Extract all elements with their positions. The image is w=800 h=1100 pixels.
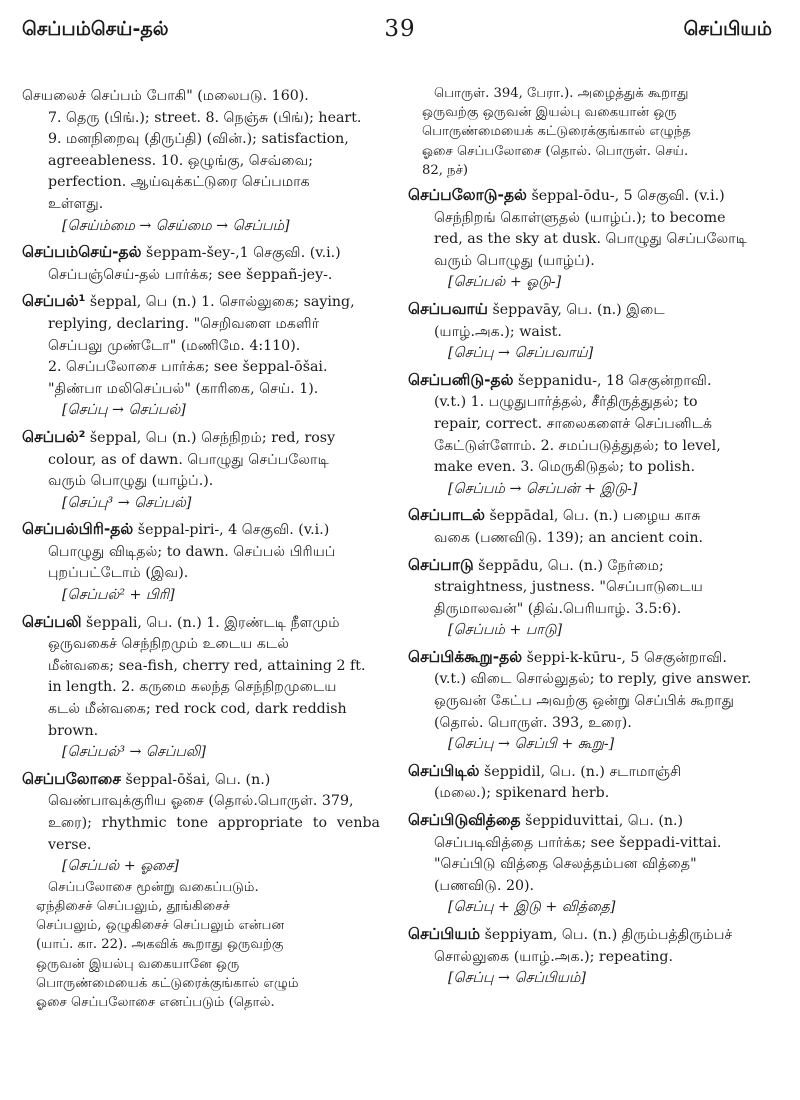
usage-note-line: ஒருவன் இயல்பு வகையானே ஒரு: [36, 956, 240, 972]
entry-text: šeppavāy, பெ. (n.) இடை: [492, 301, 665, 318]
entry-text: 2. செப்பலோசை பார்க்க; see šeppal-ōšai.: [48, 359, 328, 376]
headword: செப்பவாய்: [408, 299, 488, 318]
etymology: [செய்ம்மை → செய்மை → செப்பம்]: [62, 217, 290, 234]
entry-text: šeppal, பெ (n.) 1. சொல்லுகை; saying,: [89, 294, 355, 311]
entry-text: புறப்பட்டோம் (இவ).: [48, 565, 189, 582]
entry-line: [408, 577, 778, 599]
running-head-left: செப்பம்செய்-தல்: [22, 18, 169, 40]
dictionary-entry: [22, 519, 380, 606]
entry-text: சொல்லுகை (யாழ்.அக.); repeating.: [434, 948, 674, 965]
headword: செப்பலி: [22, 612, 82, 631]
entry-line: [408, 713, 778, 735]
entry-text: (பணவிடு. 20).: [434, 877, 535, 894]
entry-line: [408, 669, 778, 691]
entry-text: வரும் பொழுது (யாழ்ப்).: [434, 252, 595, 269]
entry-text: செயலைச் செப்பம் போகி" (மலைபடு. 160).: [22, 88, 309, 104]
entry-line: [22, 769, 380, 792]
etymology: [செப்பு → செப்பியம்]: [448, 970, 586, 987]
entry-text: "திண்பா மலிசெப்பல்" (காரிகை, செய். 1).: [48, 380, 319, 397]
page-number: 39: [384, 16, 416, 42]
entry-text: šeppal-piri-, 4 செகுவி. (v.i.): [137, 522, 330, 539]
entry-text: கடல் மீன்வகை; red rock cod, dark reddish: [48, 701, 347, 718]
etymology: [செப்பு + இடு + வித்தை]: [448, 899, 616, 916]
entry-line: [22, 791, 380, 813]
entry-text: agreeableness. 10. ஒழுங்கு, செவ்வை;: [48, 152, 314, 169]
entry-line: [22, 699, 380, 721]
dictionary-entry: [408, 299, 778, 365]
entry-text: šeppidil, பெ. (n.) சடாமாஞ்சி: [484, 763, 682, 780]
entry-line: [22, 721, 380, 743]
entry-text: šeppali, பெ. (n.) 1. இரண்டடி நீளமும்: [86, 614, 340, 631]
entry-text: 9. மனநிறைவு (திருப்தி) (வின்.); satisfaction,: [48, 131, 349, 148]
dictionary-entry: [22, 769, 380, 1012]
entry-text: šeppal-ōdu-, 5 செகுவி. (v.i.): [531, 188, 725, 205]
entry-line: [408, 185, 778, 208]
entry-line: [22, 291, 380, 314]
etymology: [செப்பல்² + பிரி]: [62, 587, 175, 604]
entry-text: replying, declaring. "செறிவளை மகளிர்: [48, 315, 320, 332]
entry-line: [408, 322, 778, 344]
entry-line: [22, 129, 380, 151]
entry-line: [408, 555, 778, 578]
usage-note-line: செப்பலும், ஒழுகிசைச் செப்பலும் என்பன: [36, 918, 285, 934]
entry-line: [22, 336, 380, 358]
headword: செப்பலோடு-தல்: [408, 186, 527, 205]
entry-line: [22, 656, 380, 678]
entry-text: šeppal-ōšai, பெ. (n.): [125, 771, 271, 788]
dictionary-entry: [408, 924, 778, 990]
usage-note-line: பொருண்மையைக் கட்டுரைக்குங்கால் எழுந்த: [422, 124, 691, 140]
entry-line: [22, 242, 380, 265]
entry-line: [22, 86, 380, 108]
etymology: [செப்பம் → செப்பன் + இடு-]: [448, 480, 638, 497]
entry-line: [408, 947, 778, 969]
entry-line: [408, 783, 778, 805]
entry-text: உரை); rhythmic tone appropriate to venba verse.: [48, 815, 380, 853]
usage-note-line: பொருண்மையைக் கட்டுரைக்குங்கால் எழும்: [36, 975, 299, 991]
entry-text: (யாழ்.அக.); waist.: [434, 323, 562, 340]
entry-line: [22, 519, 380, 542]
entry-line: [22, 563, 380, 585]
entry-text: செப்பலு முண்டோ" (மணிமே. 4:110).: [48, 337, 301, 354]
entry-text: வெண்பாவுக்குரிய ஓசை (தொல்.பொருள். 379,: [48, 793, 354, 810]
dictionary-entry: [408, 370, 778, 501]
entry-text: šeppādal, பெ. (n.) பழைய காசு: [489, 508, 701, 525]
entry-text: make even. 3. மெருகிடுதல்; to polish.: [434, 459, 696, 476]
entry-text: திருமாலவன்" (திவ்.பெரியாழ். 3.5:6).: [434, 600, 682, 617]
entry-line: [408, 647, 778, 670]
entry-text: (v.t.) 1. பழுதுபார்த்தல், சீர்திருத்துதல்; to: [434, 394, 698, 411]
entry-line: [22, 357, 380, 379]
entry-line: [408, 436, 778, 458]
entry-text: செப்பஞ்செய்-தல் பார்க்க; see šeppañ-jey-.: [48, 266, 333, 283]
entry-line: [22, 379, 380, 401]
entry-line: [408, 599, 778, 621]
etymology: [செப்பு³ → செப்பல்]: [62, 494, 192, 511]
entry-text: brown.: [48, 722, 99, 739]
headword: செப்பாடல்: [408, 506, 486, 525]
entry-text: (மலை.); spikenard herb.: [434, 785, 610, 802]
dictionary-entry: [408, 810, 778, 919]
left-column: [22, 86, 380, 1017]
headword: செப்பல்¹: [22, 292, 86, 311]
entry-line: [408, 810, 778, 833]
entry-line: [22, 450, 380, 472]
entry-line: [22, 612, 380, 635]
entry-text: perfection. ஆய்வுக்கட்டுரை செப்பமாக: [48, 174, 310, 191]
entry-text: šeppam-šey-,1 செகுவி. (v.i.): [146, 245, 341, 262]
entry-line: [22, 471, 380, 493]
entry-line: [22, 542, 380, 564]
headword: செப்பிடுவித்தை: [408, 811, 521, 830]
entry-line: [22, 108, 380, 130]
entry-text: (v.t.) விடை சொல்லுதல்; to reply, give answer.: [434, 671, 752, 688]
usage-note-line: பொருள். 394, பேரா.). அழைத்துக் கூறாது: [434, 86, 689, 101]
headword: செப்பாடு: [408, 555, 474, 574]
entry-line: [408, 229, 778, 251]
entry-line: [408, 833, 778, 855]
entry-text: ஒருவன் கேட்ப அவற்கு ஒன்று செப்பிக் கூறாது: [434, 693, 735, 710]
etymology: [செப்பல் + ஓசை]: [62, 858, 179, 875]
entry-text: 7. தெரு (பிங்.); street. 8. நெஞ்சு (பிங்); heart.: [48, 109, 362, 126]
usage-note-line: ஓசை செப்பலோசை (தொல். பொருள். செய்.: [422, 143, 689, 159]
page-header: [0, 14, 800, 54]
dictionary-entry: [22, 612, 380, 764]
etymology: [செப்பு → செப்பவாய்]: [448, 345, 594, 362]
dictionary-entry: [22, 242, 380, 286]
entry-text: வகை (பணவிடு. 139); an ancient coin.: [434, 529, 704, 546]
entry-line: [408, 528, 778, 550]
headword: செப்பலோசை: [22, 769, 121, 788]
usage-note-line: ஒருவற்கு ஒருவன் இயல்பு வகையான் ஒரு: [422, 105, 677, 121]
usage-note-line: ஓசை செப்பலோசை எனப்படும் (தொல்.: [36, 995, 275, 1010]
entry-line: [408, 876, 778, 898]
entry-line: [408, 299, 778, 322]
headword: செப்பனிடு-தல்: [408, 370, 514, 389]
entry-line: [22, 427, 380, 450]
entry-line: [408, 392, 778, 414]
entry-text: in length. 2. கருமை கலந்த செந்நிறமுடைய: [48, 679, 337, 696]
usage-note-line: செப்பலோசை மூன்று வகைப்படும்.: [48, 879, 259, 895]
dictionary-entry: [22, 86, 380, 237]
dictionary-entry: [22, 427, 380, 514]
headword: செப்பல்²: [22, 427, 86, 446]
headword: செப்பல்பிரி-தல்: [22, 520, 134, 539]
dictionary-entry: [408, 647, 778, 756]
headword: செப்பிக்கூறு-தல்: [408, 647, 523, 666]
usage-note-line: (யாப். கா. 22). அகவிக் கூறாது ஒருவற்கு: [36, 937, 284, 953]
entry-line: [22, 677, 380, 699]
entry-text: repair, correct. சாலைகளைச் செப்பனிடக்: [434, 415, 713, 432]
entry-line: [22, 634, 380, 656]
entry-text: செப்படிவித்தை பார்க்க; see šeppadi-vittai.: [434, 834, 722, 851]
entry-text: šeppiyam, பெ. (n.) திரும்பத்திரும்பச்: [484, 927, 733, 944]
etymology: [செப்பம் + பாடு]: [448, 622, 563, 639]
entry-text: செந்நிறங் கொள்ளுதல் (யாழ்ப்.); to become: [434, 209, 726, 226]
entry-text: ஒருவகைச் செந்நிறமும் உடைய கடல்: [48, 636, 289, 653]
headword: செப்பிடில்: [408, 761, 480, 780]
right-column: [408, 84, 778, 995]
dictionary-entry: [408, 761, 778, 805]
entry-line: [408, 505, 778, 528]
entry-line: [22, 194, 380, 216]
entry-text: šeppanidu-, 18 செகுன்றாவி.: [518, 372, 712, 389]
entry-text: šeppal, பெ (n.) செந்நிறம்; red, rosy: [89, 429, 336, 446]
dictionary-entry: [408, 185, 778, 294]
entry-text: šeppi-k-kūru-, 5 செகுன்றாவி.: [526, 649, 727, 666]
entry-text: வரும் பொழுது (யாழ்ப்.).: [48, 473, 214, 490]
headword: செப்பம்செய்-தல்: [22, 243, 142, 262]
etymology: [செப்பல்³ → செப்பலி]: [62, 744, 206, 761]
entry-text: (தொல். பொருள். 393, உரை).: [434, 714, 632, 731]
etymology: [செப்பு → செப்பி + கூறு-]: [448, 736, 615, 753]
entry-text: "செப்பிடு வித்தை செலத்தம்பன வித்தை": [434, 856, 697, 873]
dictionary-entry: [408, 555, 778, 642]
running-head-right: செப்பியம்: [683, 18, 772, 40]
entry-line: [408, 457, 778, 479]
entry-line: [22, 151, 380, 173]
entry-line: [408, 854, 778, 876]
entry-text: மீன்வகை; sea-fish, cherry red, attaining 2 ft.: [48, 657, 366, 674]
entry-line: [22, 172, 380, 194]
entry-line: [408, 370, 778, 393]
entry-line: [408, 208, 778, 230]
dictionary-entry: [408, 84, 778, 180]
entry-text: colour, as of dawn. பொழுது செப்பலோடி: [48, 451, 329, 468]
entry-text: red, as the sky at dusk. பொழுது செப்பலோடி: [434, 231, 748, 248]
usage-note-line: ஏந்திசைச் செப்பலும், தூங்கிசைச்: [36, 898, 230, 914]
entry-line: [408, 414, 778, 436]
usage-note-line: 82, நச்): [422, 162, 469, 178]
etymology: [செப்பல் + ஓடு-]: [448, 274, 562, 291]
dictionary-entry: [22, 291, 380, 422]
entry-line: [408, 924, 778, 947]
entry-line: [22, 265, 380, 287]
headword: செப்பியம்: [408, 925, 481, 944]
entry-text: straightness, justness. "செப்பாடுடைய: [434, 579, 703, 596]
entry-line: [22, 314, 380, 336]
etymology: [செப்பு → செப்பல்]: [62, 402, 186, 419]
entry-line: [408, 251, 778, 273]
entry-text: šeppiduvittai, பெ. (n.): [525, 813, 684, 830]
entry-text: உள்ளது.: [48, 195, 104, 212]
entry-text: šeppādu, பெ. (n.) நேர்மை;: [478, 557, 664, 574]
entry-line: [408, 761, 778, 784]
entry-text: கேட்டுள்ளோம். 2. சமப்படுத்துதல்; to level,: [434, 437, 721, 454]
entry-line: [408, 691, 778, 713]
entry-line: [22, 813, 380, 856]
dictionary-entry: [408, 505, 778, 549]
entry-text: பொழுது விடிதல்; to dawn. செப்பல் பிரியப்: [48, 543, 336, 560]
